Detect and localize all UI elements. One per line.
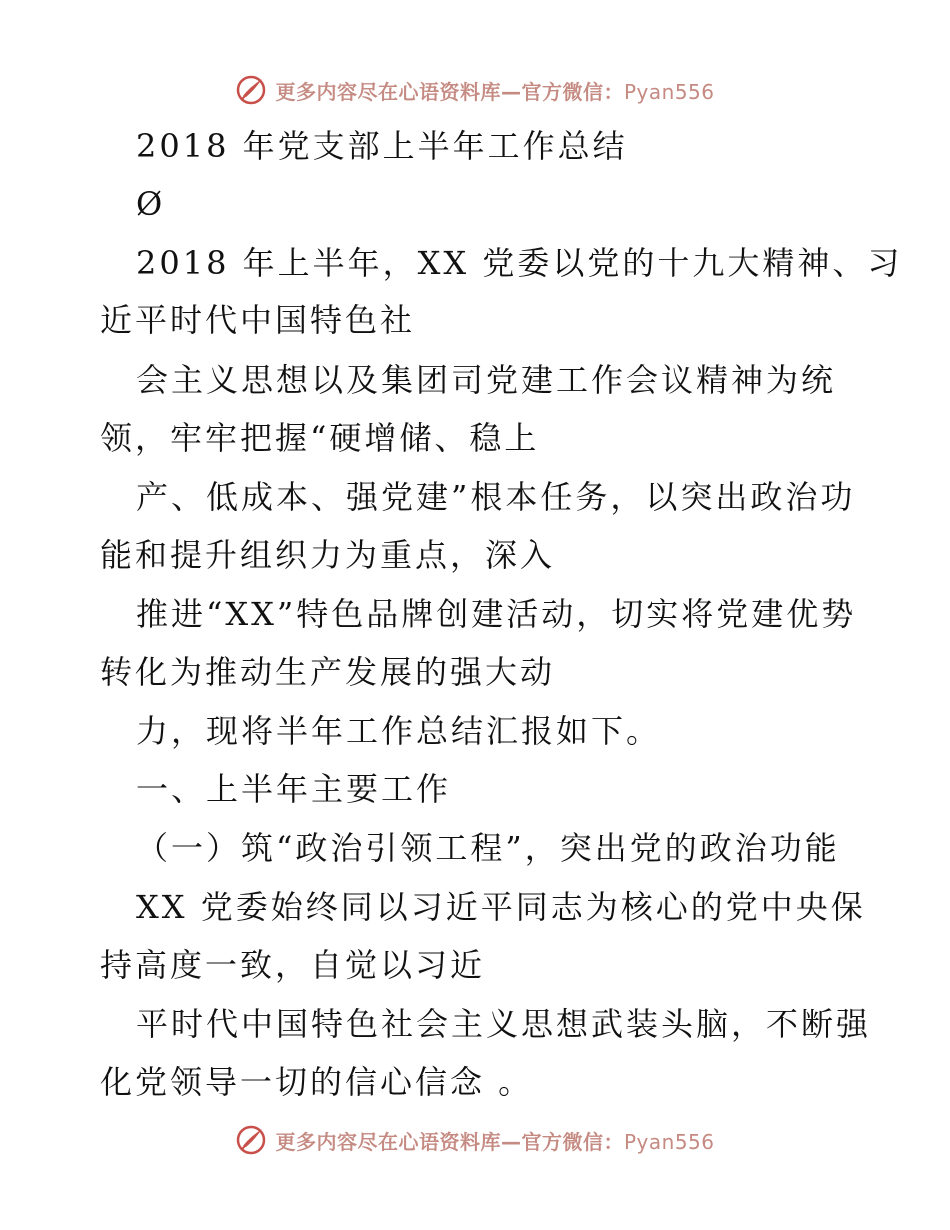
watermark-text — [275, 76, 714, 105]
document-title: 2018 年党支部上半年工作总结 — [136, 127, 628, 165]
paragraph-line: 近平时代中国特色社 — [100, 301, 416, 339]
watermark-official: 官方微信： — [521, 1129, 624, 1154]
paragraph-line: 转化为推动生产发展的强大动 — [100, 653, 556, 691]
watermark-official: 官方微信： — [521, 79, 624, 104]
paragraph-line: 会主义思想以及集团司党建工作会议精神为统 — [136, 361, 837, 399]
subsection-heading: （一）筑“政治引领工程”，突出党的政治功能 — [136, 829, 840, 867]
quill-logo-icon — [235, 1124, 267, 1156]
paragraph-line: 推进“XX”特色品牌创建活动，切实将党建优势 — [136, 595, 857, 633]
paragraph-line: 领，牢牢把握“硬增储、稳上 — [100, 419, 540, 457]
paragraph-line: 力，现将半年工作总结汇报如下。 — [136, 712, 662, 750]
watermark-id: Pyan556 — [623, 79, 715, 104]
watermark-sep: — — [500, 79, 522, 104]
section-heading: 一、上半年主要工作 — [136, 770, 452, 808]
watermark-main: 更多内容尽在心语资料库 — [275, 1129, 501, 1154]
paragraph-line: XX 党委始终同以习近平同志为核心的党中央保 — [136, 888, 866, 926]
paragraph-line: 化党领导一切的信心信念 。 — [100, 1063, 534, 1101]
quill-logo-icon — [235, 74, 267, 106]
paragraph-line: 平时代中国特色社会主义思想武装头脑，不断强 — [136, 1005, 872, 1043]
paragraph-line: 能和提升组织力为重点，深入 — [100, 536, 556, 574]
watermark-footer — [0, 1120, 950, 1160]
watermark-text — [275, 1126, 714, 1155]
watermark-id: Pyan556 — [623, 1129, 715, 1154]
watermark-sep: — — [500, 1129, 522, 1154]
paragraph-line: 持高度一致，自觉以习近 — [100, 946, 486, 984]
bullet-symbol: Ø — [136, 185, 166, 223]
paragraph-line: 产、低成本、强党建”根本任务，以突出政治功 — [136, 478, 856, 516]
paragraph-line: 2018 年上半年，XX 党委以党的十九大精神、习 — [136, 244, 903, 282]
watermark-main: 更多内容尽在心语资料库 — [275, 79, 501, 104]
watermark-header — [0, 70, 950, 110]
